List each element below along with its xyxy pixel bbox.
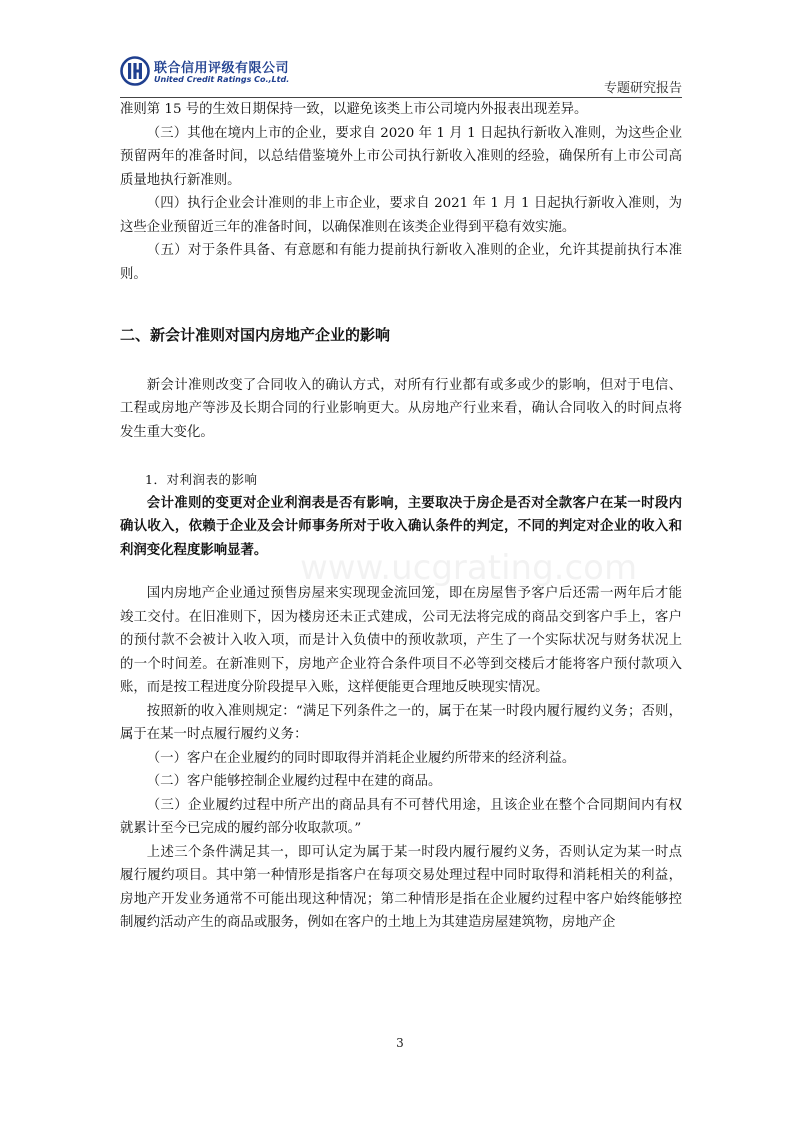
- paragraph: （四）执行企业会计准则的非上市企业，要求自 2021 年 1 月 1 日起执行新收入准则，为这些企业预留近三年的准备时间，以确保准则在该类企业得到平稳有效实施。: [120, 196, 682, 235]
- page-header: [120, 54, 682, 96]
- page-number: 3: [396, 1036, 404, 1050]
- paragraph: （一）客户在企业履约的同时即取得并消耗企业履约所带来的经济利益。: [146, 750, 576, 766]
- paragraph: 按照新的收入准则规定：“满足下列条件之一的，属于在某一时段内履行履约义务；否则，属于在某一时点履行履约义务：: [120, 703, 682, 742]
- company-name-cn: 联合信用评级有限公司: [154, 61, 290, 76]
- company-logo-icon: [120, 56, 150, 86]
- paragraph: （二）客户能够控制企业履约过程中在建的商品。: [146, 774, 442, 789]
- subsection-heading: 1．对利润表的影响: [145, 472, 258, 487]
- bold-paragraph: 会计准则的变更对企业利润表是否有影响，主要取决于房企是否对全款客户在某一时段内确认收入，依赖于企业及会计师事务所对于收入确认条件的判定，不同的判定对企业的收入和利润变化程度影响显著。: [120, 494, 682, 558]
- paragraph: （三）企业履约过程中所产出的商品具有不可替代用途，且该企业在整个合同期间内有权就累计至今已完成的履约部分收取款项。”: [120, 797, 682, 836]
- paragraph: （五）对于条件具备、有意愿和有能力提前执行新收入准则的企业，允许其提前执行本准则。: [120, 243, 682, 282]
- section-heading: 二、新会计准则对国内房地产企业的影响: [120, 326, 391, 344]
- report-type-label: 专题研究报告: [603, 81, 682, 96]
- document-body: [120, 98, 682, 935]
- paragraph: 新会计准则改变了合同收入的确认方式，对所有行业都有或多或少的影响，但对于电信、工程或房地产等涉及长期合同的行业影响更大。从房地产行业来看，确认合同收入的时间点将发生重大变化。: [120, 377, 682, 440]
- paragraph: 国内房地产企业通过预售房屋来实现现金流回笼，即在房屋售予客户后还需一两年后才能竣工交付。在旧准则下，因为楼房还未正式建成，公司无法将完成的商品交到客户手上，客户的预付款不会被计入收入项，而是计入负债中的预收款项，产生了一个实际状况与财务状况上的一个时间差。在新准则下，房地产企业符合条件项目不必等到交楼后才能将客户预付款项入账，而是按工程进度分阶段提早入账，这样便能更合理地反映现实情况。: [120, 586, 682, 695]
- paragraph: （三）其他在境内上市的企业，要求自 2020 年 1 月 1 日起执行新收入准则，为这些企业预留两年的准备时间，以总结借鉴境外上市公司执行新收入准则的经验，确保所有上市公司高质量地执行新准则。: [120, 125, 682, 188]
- watermark: www.ucgrating.com: [300, 548, 638, 588]
- company-name-en: United Credit Ratings Co.,Ltd.: [154, 75, 290, 84]
- paragraph: 上述三个条件满足其一，即可认定为属于某一时段内履行履约义务，否则认定为某一时点履行履约项目。其中第一种情形是指客户在每项交易处理过程中同时取得和消耗相关的利益，房地产开发业务通常不可能出现这种情况；第二种情形是指在企业履约过程中客户始终能够控制履约活动产生的商品或服务，例如在客户的土地上为其建造房屋建筑物，房地产企: [120, 844, 682, 930]
- paragraph: 准则第 15 号的生效日期保持一致，以避免该类上市公司境内外报表出现差异。: [120, 102, 588, 117]
